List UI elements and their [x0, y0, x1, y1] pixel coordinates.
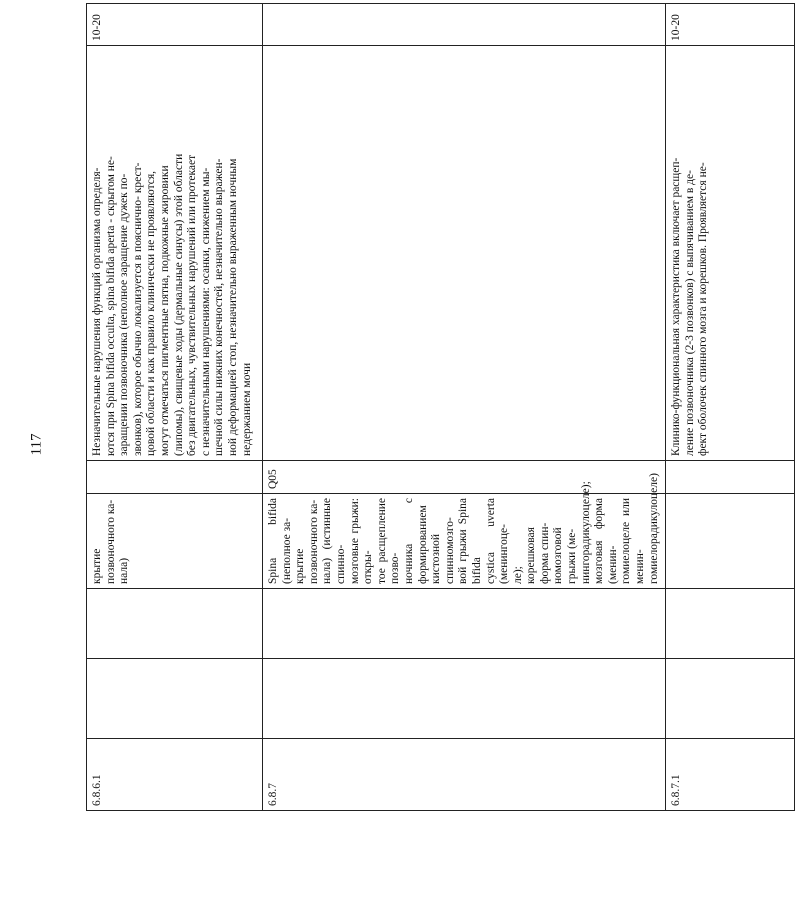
row-icd-code: Q05 — [263, 461, 666, 494]
empty-cell — [263, 589, 666, 659]
text-line: кистозной спинномозго- — [430, 517, 456, 584]
text-line: гомиелорадикулоцеле) — [647, 473, 660, 584]
text-line: заращении позвоночника (неполное заращение дужек по- — [118, 173, 131, 456]
text-line: мозговая форма (менин- — [593, 498, 619, 584]
text-line: недержанием мочи — [240, 362, 253, 456]
text-line: шечной силы нижних конечностей, незначительно выражен- — [213, 158, 226, 456]
row-percent — [263, 4, 666, 46]
text-line: с незначительными нарушениями: осанки, снижением мы- — [199, 167, 212, 456]
criteria-table — [86, 3, 795, 811]
text-line: мозговые грыжи: откры- — [348, 498, 375, 584]
row-description — [666, 46, 795, 461]
empty-cell — [666, 589, 795, 659]
table-row — [263, 4, 666, 811]
table-row — [666, 4, 795, 811]
empty-cell — [87, 589, 263, 659]
text-line: Spina bifida (неполное за- — [267, 498, 293, 584]
row-description — [87, 46, 263, 461]
page-number: 117 — [28, 433, 45, 456]
text-line: Клинико-функциональная характеристика включает расщеп- — [670, 157, 683, 456]
text-line: ются при Spina bifida occulta, spina bifida aperta - скрытом не- — [104, 156, 117, 456]
text-line: вой грыжи Spina bifida — [457, 498, 483, 584]
text-line: (липомы), свищевые ходы (дермальные синусы) этой области — [172, 153, 185, 456]
text-line: ление позвоночника (2-3 позвонков) с выпячиванием в де- — [683, 170, 696, 456]
row-code: 6.8.7.1 — [666, 739, 795, 811]
text-line: cystica uverta (менингоце- — [484, 498, 511, 584]
text-line: крытие позвоночного ка- — [294, 499, 320, 584]
text-line: ной деформацией стоп, незначительно выраженным ночным — [226, 158, 239, 456]
text-line: ночника с формированием — [402, 498, 429, 584]
text-line: цовой области и как правило клинически не проявляются, — [145, 170, 158, 456]
text-line: корешковая форма спин- — [525, 522, 551, 584]
row-percent: 10-20 — [87, 4, 263, 46]
text-line: номозговой грыжи (ме- — [552, 527, 579, 584]
row-percent: 10-20 — [666, 4, 795, 46]
text-line: могут отмечаться пигментные пятна, подкожные жировики — [158, 165, 171, 456]
text-line: нала) — [118, 557, 131, 584]
text-line: нингорадикулоцеле); — [579, 481, 592, 584]
row-name — [87, 494, 263, 589]
table-row — [87, 4, 263, 811]
text-line: без двигательных, чувствительных нарушений или протекает — [186, 154, 199, 456]
text-line: тое расщепление позво- — [375, 498, 402, 584]
row-code: 6.8.7 — [263, 739, 666, 811]
text-line: Незначительные нарушения функций организма определя- — [91, 167, 103, 456]
text-line: звонков), которое обычно локализуется в пояснично- крест- — [131, 162, 144, 456]
text-line: крытие позвоночного ка- — [91, 499, 117, 584]
row-description — [263, 46, 666, 461]
row-name — [666, 494, 795, 589]
row-code: 6.8.6.1 — [87, 739, 263, 811]
empty-cell — [263, 659, 666, 739]
text-line: гомиелоцеле или менин- — [620, 498, 647, 584]
row-icd-code — [666, 461, 795, 494]
text-line: нала) (истинные спинно- — [321, 498, 347, 584]
text-line: ле); — [511, 566, 524, 584]
empty-cell — [666, 659, 795, 739]
row-icd-code — [87, 461, 263, 494]
rotated-table-area — [86, 4, 710, 811]
empty-cell — [87, 659, 263, 739]
text-line: фект оболочек спинного мозга и корешков. Проявляется не- — [697, 162, 710, 456]
